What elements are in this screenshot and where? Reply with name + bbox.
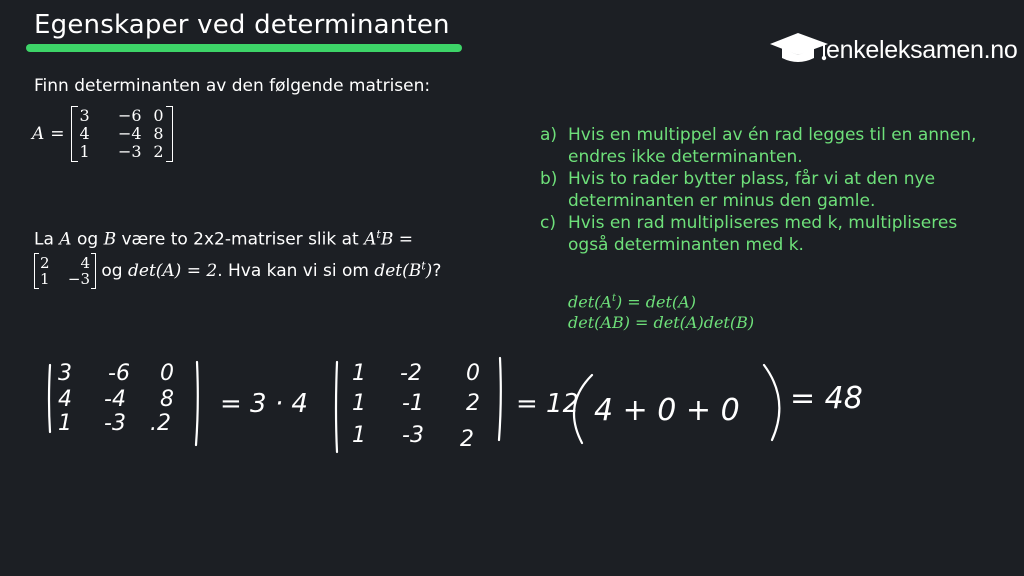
hw-cell: -3: [402, 423, 424, 448]
rule-item: [540, 124, 990, 168]
graduation-cap-icon: [768, 30, 832, 70]
rule-item: [540, 168, 990, 212]
rule-text: Hvis en rad multipliseres med k, multipliseres også determinanten med k.: [568, 213, 958, 255]
matrix-cell: −4: [117, 124, 142, 143]
question-1-text: Finn determinanten av den følgende matrisen:: [34, 76, 431, 96]
matrix-name: A: [32, 124, 45, 144]
determinant-formulas: [568, 288, 754, 333]
matrix-cell: 2: [40, 253, 50, 272]
q2-var: A: [59, 229, 72, 250]
q2-text: ?: [432, 260, 442, 281]
matrix-grid: [78, 107, 166, 161]
matrix-cell: −3: [117, 142, 142, 161]
hw-eq1: = 3 · 4: [220, 389, 308, 419]
formula-part: ) = det(A): [615, 292, 696, 312]
hw-cell: -4: [104, 387, 126, 412]
matrix-cell: −6: [117, 106, 142, 125]
q2-expr: det(A) = 2: [128, 260, 218, 281]
q2-text: La: [34, 229, 60, 250]
q2-sup: t: [421, 259, 426, 272]
logo-text: enkeleksamen.no: [826, 35, 1018, 64]
q2-text: være to 2x2-matriser slik at: [116, 229, 365, 250]
hw-cell: 2: [466, 391, 480, 416]
matrix-cell: 2: [153, 142, 164, 161]
matrix-grid: [39, 255, 91, 287]
hw-cell: -2: [400, 361, 422, 386]
q2-text: og: [71, 229, 104, 250]
matrix-cell: 4: [80, 253, 90, 272]
brand-logo: [768, 30, 1017, 70]
hw-cell: 1: [352, 361, 366, 386]
hw-cell: 0: [160, 361, 174, 386]
left-bracket: [71, 106, 78, 162]
q2-text: . Hva kan vi si om: [217, 260, 375, 281]
det-bar: [196, 362, 198, 445]
hw-cell: 1: [352, 391, 366, 416]
hw-cell: 2: [460, 427, 474, 452]
hw-cell: 4: [58, 387, 72, 412]
q2-expr: A: [364, 229, 377, 250]
matrix-product: [34, 253, 96, 289]
rule-label: c): [540, 213, 556, 233]
det-bar: [49, 365, 50, 432]
rule-item: [540, 212, 990, 256]
formula-part: det(A: [568, 292, 612, 312]
rule-text: Hvis en multippel av én rad legges til en annen, endres ikke determinanten.: [568, 125, 977, 167]
det-bar: [499, 358, 501, 440]
matrix-a: [32, 106, 173, 162]
formula-transpose: [568, 288, 754, 312]
matrix-cell: 0: [153, 106, 164, 125]
hw-cell: .2: [150, 411, 171, 436]
page-title: Egenskaper ved determinanten: [34, 10, 450, 40]
hw-cell: -6: [108, 361, 130, 386]
q2-sup: t: [376, 228, 381, 241]
hw-eq2: = 12: [516, 389, 580, 419]
rule-label: b): [540, 169, 558, 189]
matrix-cell: 8: [153, 124, 164, 143]
hw-cell: 3: [58, 361, 72, 386]
handwritten-calculation: [0, 340, 1024, 470]
hw-result: = 48: [790, 381, 863, 416]
matrix-cell: 4: [79, 124, 90, 143]
hw-cell: -3: [104, 411, 126, 436]
hw-cell: 1: [352, 423, 366, 448]
rule-label: a): [540, 125, 558, 145]
hw-paren: 4 + 0 + 0: [594, 393, 740, 428]
question-2-text: [34, 222, 454, 289]
q2-text: og: [96, 260, 128, 281]
rule-text: Hvis to rader bytter plass, får vi at den nye determinanten er minus den gamle.: [568, 169, 936, 211]
hw-cell: 0: [466, 361, 480, 386]
matrix-cell: −3: [67, 269, 90, 288]
hw-cell: 8: [160, 387, 174, 412]
right-bracket: [166, 106, 173, 162]
equals-sign: =: [50, 124, 65, 144]
hw-cell: -1: [402, 391, 424, 416]
det-bar: [336, 362, 337, 452]
q2-expr: ): [425, 260, 433, 281]
q2-var: B: [103, 229, 117, 250]
matrix-cell: 1: [79, 142, 90, 161]
determinant-rules-list: [540, 124, 990, 256]
matrix-cell: 1: [40, 269, 50, 288]
formula-sup: t: [611, 293, 616, 304]
paren-right: [764, 365, 779, 440]
formula-product: det(AB) = det(A)det(B): [568, 313, 755, 333]
title-underline: [26, 44, 462, 52]
hw-cell: 1: [58, 411, 72, 436]
q2-expr: det(B: [374, 260, 422, 281]
matrix-cell: 3: [79, 106, 90, 125]
q2-expr: B =: [380, 229, 413, 250]
